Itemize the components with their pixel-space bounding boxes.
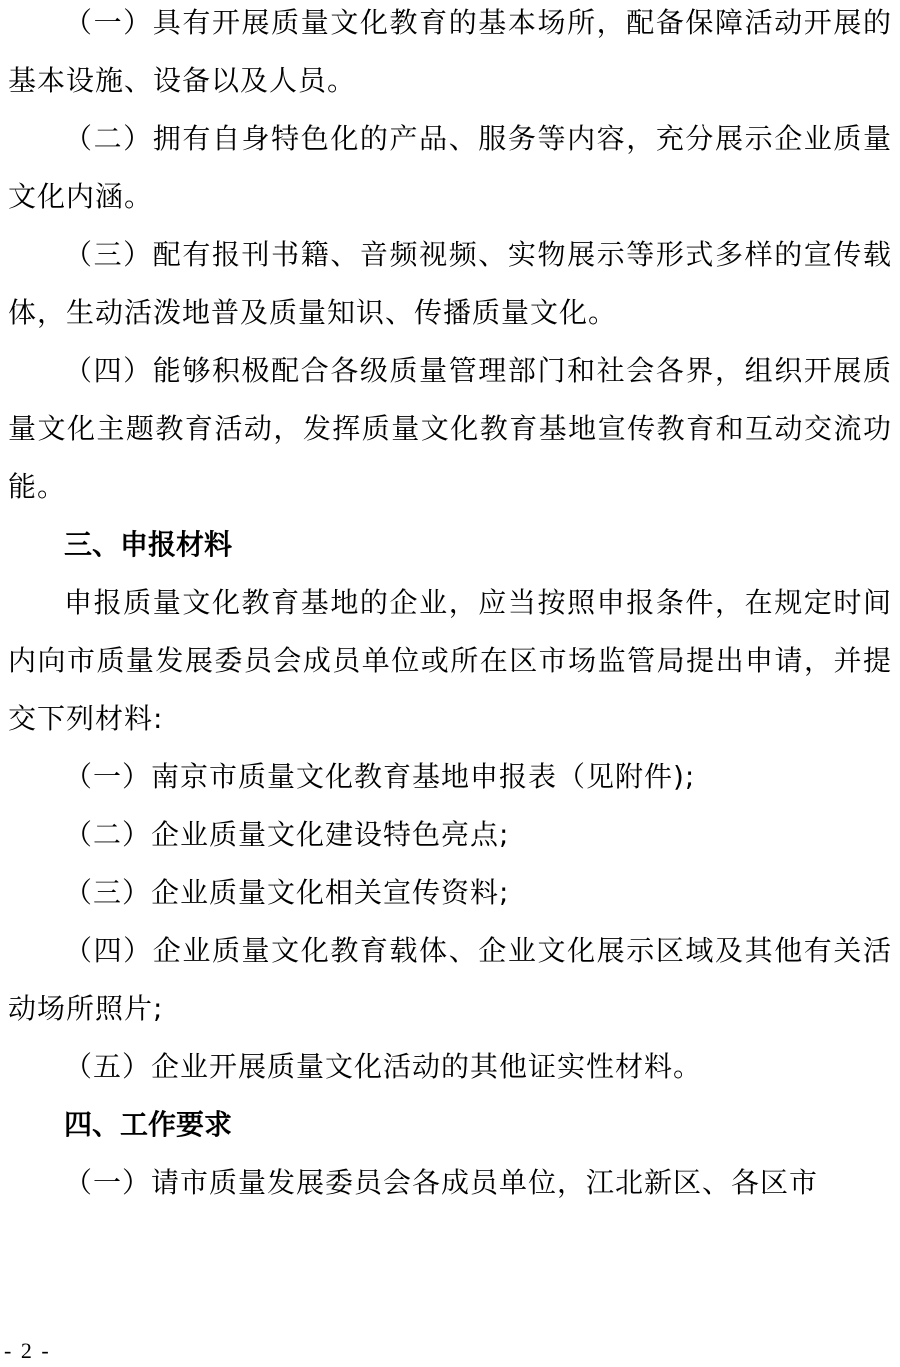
section-heading-materials: 三、申报材料 xyxy=(64,528,233,561)
list-item-material-4: （四）企业质量文化教育载体、企业文化展示区域及其他有关活动场所照片; xyxy=(8,934,892,1025)
list-item-material-2: （二）企业质量文化建设特色亮点; xyxy=(64,818,510,851)
paragraph-condition-4: （四）能够积极配合各级质量管理部门和社会各界，组织开展质量文化主题教育活动，发挥质量文化教育基地宣传教育和互动交流功能。 xyxy=(8,354,892,503)
list-item-material-5: （五）企业开展质量文化活动的其他证实性材料。 xyxy=(64,1050,703,1083)
document-page xyxy=(8,0,892,1212)
paragraph-materials-intro: 申报质量文化教育基地的企业，应当按照申报条件，在规定时间内向市质量发展委员会成员单位或所在区市场监管局提出申请，并提交下列材料: xyxy=(8,586,892,735)
paragraph-condition-3: （三）配有报刊书籍、音频视频、实物展示等形式多样的宣传载体，生动活泼地普及质量知识、传播质量文化。 xyxy=(8,238,892,329)
paragraph-condition-1: （一）具有开展质量文化教育的基本场所，配备保障活动开展的基本设施、设备以及人员。 xyxy=(8,6,892,97)
page-number: - 2 - xyxy=(4,1338,51,1363)
section-heading-requirements: 四、工作要求 xyxy=(64,1108,233,1141)
paragraph-condition-2: （二）拥有自身特色化的产品、服务等内容，充分展示企业质量文化内涵。 xyxy=(8,122,892,213)
list-item-material-3: （三）企业质量文化相关宣传资料; xyxy=(64,876,510,909)
list-item-requirement-1: （一）请市质量发展委员会各成员单位，江北新区、各区市 xyxy=(64,1166,819,1199)
list-item-material-1: （一）南京市质量文化教育基地申报表（见附件); xyxy=(64,760,696,793)
